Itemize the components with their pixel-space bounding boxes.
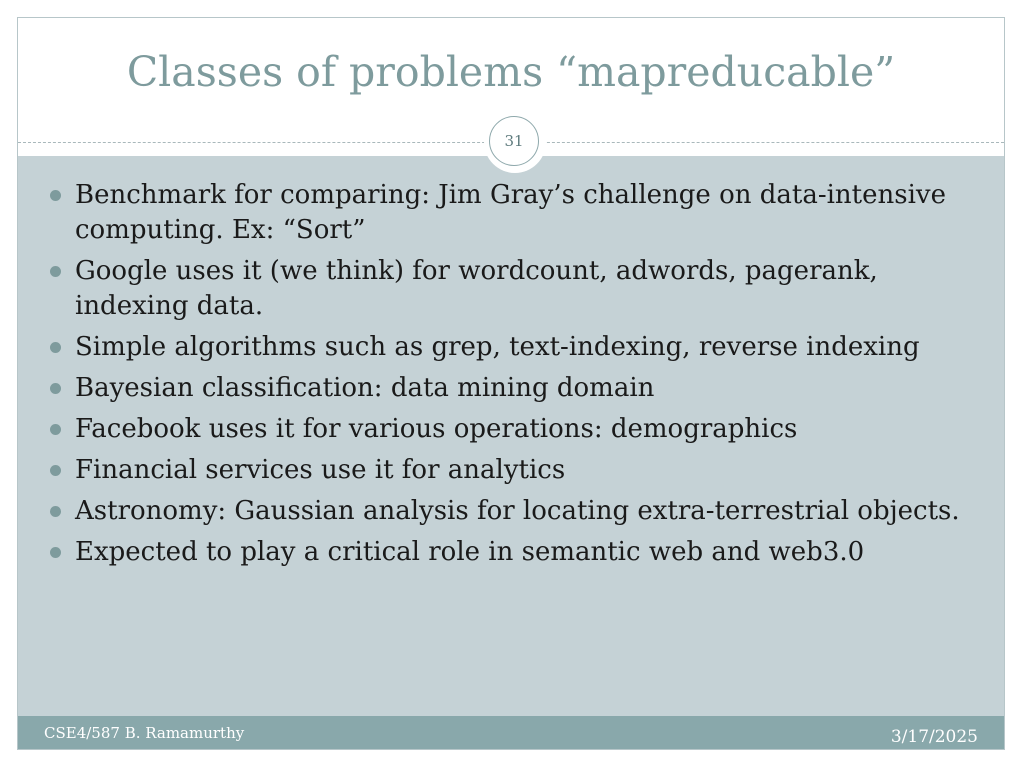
footer-bar [18,716,1004,750]
bullet-text: Simple algorithms such as grep, text-indexing, reverse indexing [75,332,920,362]
bullet-text: Google uses it (we think) for wordcount, adwords, pagerank, indexing data. [75,256,878,321]
bullet-dot-icon [50,342,61,353]
bullet-dot-icon [50,266,61,277]
bullet-dot-icon [50,383,61,394]
bullet-dot-icon [50,190,61,201]
footer-course-author: CSE4/587 B. Ramamurthy [44,724,245,742]
bullet-item [50,494,970,529]
bullet-text: Bayesian classification: data mining domain [75,373,655,403]
bullet-item [50,412,970,447]
slide-title: Classes of problems “mapreducable” [126,48,896,96]
page-number-badge [484,111,546,173]
bullet-dot-icon [50,465,61,476]
bullet-item [50,254,970,324]
bullet-item [50,371,970,406]
bullet-dot-icon [50,506,61,517]
bullet-text: Expected to play a critical role in semantic web and web3.0 [75,537,865,567]
bullet-item [50,535,970,570]
slide [17,17,1005,750]
footer-date: 3/17/2025 [890,727,978,747]
bullet-text: Benchmark for comparing: Jim Gray’s challenge on data-intensive computing. Ex: “Sort” [75,180,946,245]
bullet-text: Astronomy: Gaussian analysis for locating extra-terrestrial objects. [75,496,960,526]
bullet-list [50,178,970,576]
bullet-text: Facebook uses it for various operations: demographics [75,414,798,444]
bullet-dot-icon [50,424,61,435]
bullet-item [50,330,970,365]
bullet-item [50,453,970,488]
page-number: 31 [489,116,539,166]
bullet-text: Financial services use it for analytics [75,455,566,485]
bullet-dot-icon [50,547,61,558]
bullet-item [50,178,970,248]
